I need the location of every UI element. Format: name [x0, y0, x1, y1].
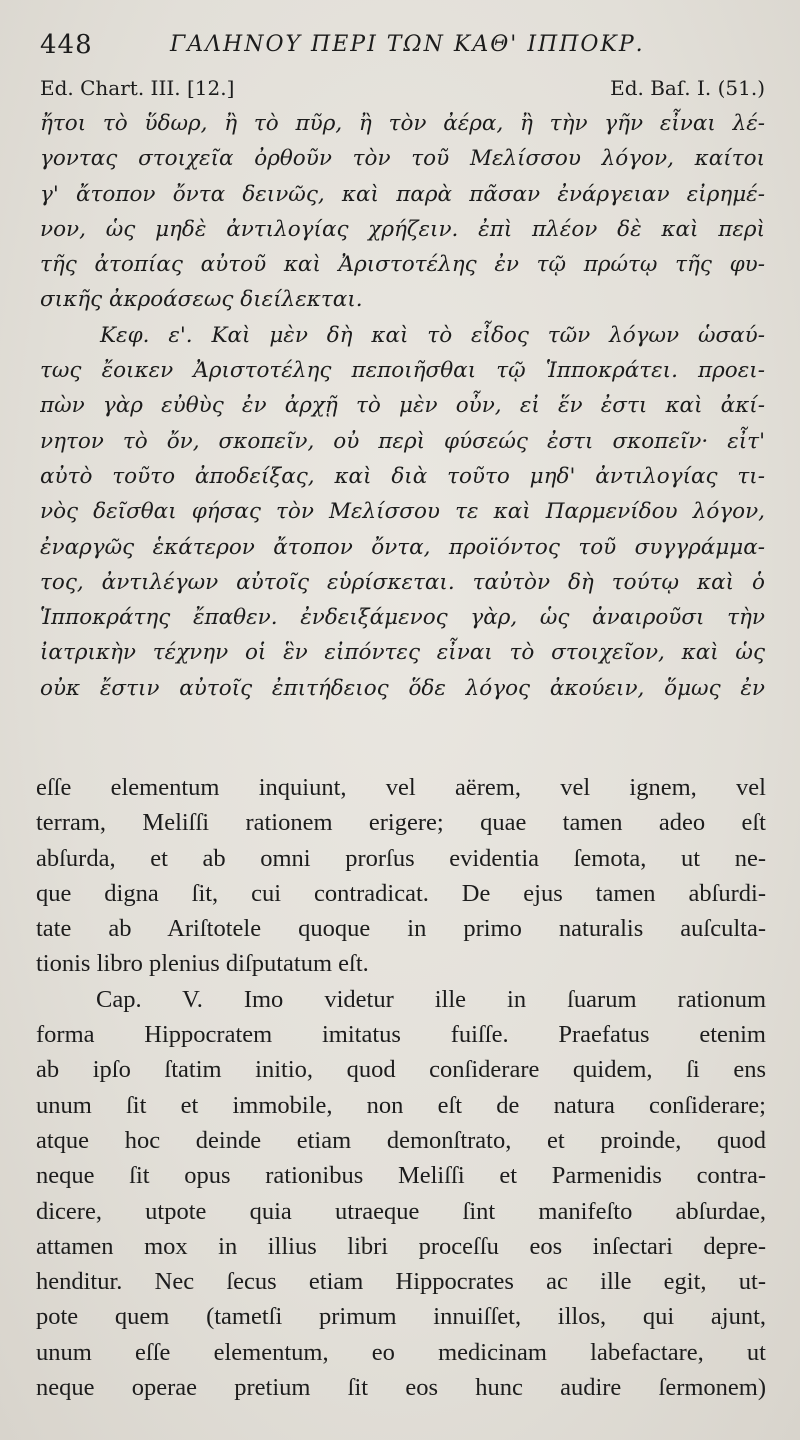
greek-line: νητον τὸ ὄν, σκοπεῖν, οὐ περὶ φύσεώς ἐστι σκοπεῖν· εἶτ' [40, 428, 765, 454]
latin-line: tionis libro plenius diſputatum eſt. [36, 950, 369, 978]
greek-line: οὐκ ἔστιν αὐτοῖς ἐπιτήδειος ὅδε λόγος ἀκούειν, ὅμως ἐν [40, 675, 765, 701]
greek-line: ἰατρικὴν τέχνην οἱ ἓν εἰπόντες εἶναι τὸ στοιχεῖον, καὶ ὡς [40, 640, 765, 666]
latin-line: ab ipſo ſtatim initio, quod conſiderare quidem, ſi ens [36, 1056, 766, 1084]
greek-line: Κεφ. ε'. Καὶ μὲν δὴ καὶ τὸ εἶδος τῶν λόγων ὡσαύ- [100, 322, 765, 348]
greek-line: νὸς δεῖσθαι φήσας τὸν Μελίσσου τε καὶ Παρμενίδου λόγον, [40, 499, 765, 525]
greek-line: ἐναργῶς ἑκάτερον ἄτοπον ὄντα, προϊόντος τοῦ συγγράμμα- [40, 534, 765, 560]
latin-line: henditur. Nec ſecus etiam Hippocrates ac ille egit, ut- [36, 1268, 766, 1296]
greek-line: αὐτὸ τοῦτο ἀποδείξας, καὶ διὰ τοῦτο μηδ' ἀντιλογίας τι- [40, 463, 765, 489]
latin-line: atque hoc deinde etiam demonſtrato, et proinde, quod [36, 1126, 766, 1154]
greek-line: τος, ἀντιλέγων αὐτοῖς εὑρίσκεται. ταὐτὸν δὴ τούτῳ καὶ ὁ [40, 569, 765, 595]
greek-line: πὼν γὰρ εὐθὺς ἐν ἀρχῇ τὸ μὲν οὖν, εἰ ἕν ἐστι καὶ ἀκί- [40, 393, 765, 419]
page-number: 448 [40, 30, 93, 60]
latin-line: neque ſit opus rationibus Meliſſi et Parmenidis contra- [36, 1162, 766, 1190]
latin-text-block [36, 770, 766, 1405]
edition-right-reference: Ed. Baſ. I. (51.) [610, 76, 765, 100]
latin-line: unum eſſe elementum, eo medicinam labefactare, ut [36, 1338, 766, 1366]
running-title: ΓΑΛΗΝΟΥ ΠΕΡΙ ΤΩΝ ΚΑΘ' ΙΠΠΟΚΡ. [170, 32, 645, 57]
edition-reference-line [40, 76, 765, 104]
greek-line: Ἱπποκράτης ἔπαθεν. ἐνδειξάμενος γὰρ, ὡς ἀναιροῦσι τὴν [40, 605, 765, 631]
greek-text-block [40, 106, 765, 706]
latin-line: tate ab Ariſtotele quoque in primo naturalis auſculta- [36, 915, 766, 943]
latin-line: attamen mox in illius libri proceſſu eos inſectari depre- [36, 1232, 766, 1260]
latin-line: abſurda, et ab omni prorſus evidentia ſemota, ut ne- [36, 844, 766, 872]
page-header [40, 30, 765, 64]
greek-line: γοντας στοιχεῖα ὀρθοῦν τὸν τοῦ Μελίσσου λόγον, καίτοι [40, 146, 765, 172]
latin-line: unum ſit et immobile, non eſt de natura conſiderare; [36, 1091, 766, 1119]
latin-line: dicere, utpote quia utraeque ſint manifeſto abſurdae, [36, 1197, 766, 1225]
latin-line: Cap. V. Imo videtur ille in ſuarum rationum [96, 985, 766, 1013]
edition-left-reference: Ed. Chart. III. [12.] [40, 76, 235, 100]
latin-line: forma Hippocratem imitatus fuiſſe. Praefatus etenim [36, 1021, 766, 1049]
greek-line: τως ἔοικεν Ἀριστοτέλης πεποιῆσθαι τῷ Ἱπποκράτει. προει- [40, 358, 765, 384]
latin-line: que digna ſit, cui contradicat. De ejus tamen abſurdi- [36, 879, 766, 907]
greek-line: γ' ἄτοπον ὄντα δεινῶς, καὶ παρὰ πᾶσαν ἐνάργειαν εἰρημέ- [40, 181, 765, 207]
greek-line: τῆς ἀτοπίας αὐτοῦ καὶ Ἀριστοτέλης ἐν τῷ πρώτῳ τῆς φυ- [40, 252, 765, 278]
latin-line: neque operae pretium ſit eos hunc audire ſermonem) [36, 1374, 766, 1402]
greek-line: ἤτοι τὸ ὕδωρ, ἢ τὸ πῦρ, ἢ τὸν ἀέρα, ἢ τὴν γῆν εἶναι λέ- [40, 111, 765, 136]
latin-line: terram, Meliſſi rationem erigere; quae tamen adeo eſt [36, 809, 766, 837]
greek-line: νον, ὡς μηδὲ ἀντιλογίας χρήζειν. ἐπὶ πλέον δὲ καὶ περὶ [40, 216, 765, 242]
greek-line: σικῆς ἀκροάσεως διείλεκται. [40, 287, 363, 313]
latin-line: eſſe elementum inquiunt, vel aërem, vel ignem, vel [36, 774, 766, 801]
latin-line: pote quem (tametſi primum innuiſſet, illos, qui ajunt, [36, 1303, 766, 1331]
